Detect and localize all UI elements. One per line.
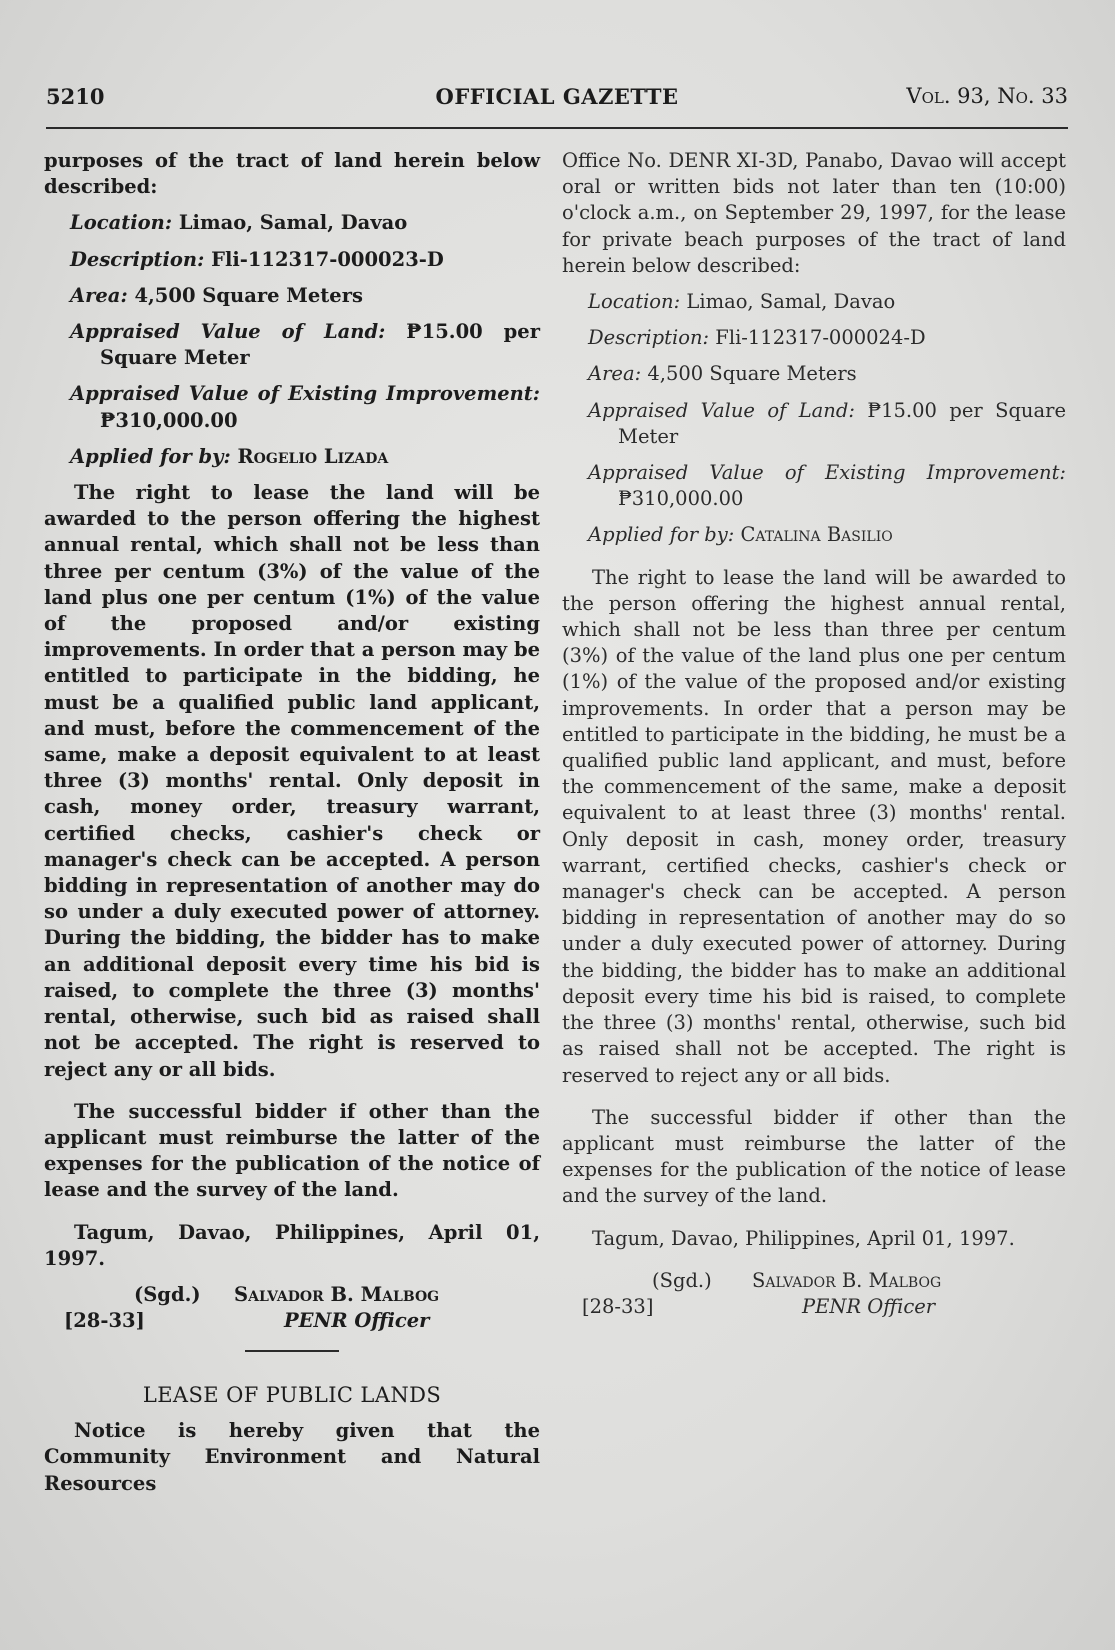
left-land-value (44, 319, 540, 371)
location-key: Location: (70, 211, 173, 235)
left-applicant (44, 444, 540, 470)
area-value: 4,500 Square Meters (647, 362, 857, 386)
description-value: Fli-112317-000023-D (211, 247, 444, 271)
left-lead-text: purposes of the tract of land herein below described: (44, 149, 540, 199)
location-key: Location: (588, 290, 681, 314)
left-area (44, 283, 540, 309)
volume-info: Vol. 93, No. 33 (906, 84, 1068, 108)
right-area (562, 361, 1066, 387)
left-place-date: Tagum, Davao, Philippines, April 01, 1997. (44, 1220, 540, 1270)
right-signature-block (562, 1268, 1066, 1326)
right-terms-paragraph: The right to lease the land will be awarded to the person offering the highest annual rental, which shall not be less than three per centum (3%) of the value of the land plus one per centum (1%) of the value of the proposed and/or existing improvements. In order that a person may be entitled to participate in the bidding, he must be a qualified public land applicant, and must, before the commencement of the same, make a deposit equivalent to at least three (3) months' rental. Only deposit in cash, money order, treasury warrant, certified checks, cashier's check or manager's check can be accepted. A person bidding in representation of another may do so under a duly executed power of attorney. During the bidding, the bidder has to make an additional deposit every time his bid is raised, to complete the three (3) months' rental, otherwise, such bid as raised shall not be accepted. The right is reserved to reject any or all bids. (562, 565, 1066, 1087)
right-description (562, 325, 1066, 351)
section-divider (245, 1350, 339, 1352)
land-value-key: Appraised Value of Land: (70, 320, 386, 344)
applicant-name: Catalina Basilio (740, 523, 893, 547)
left-reimburse-paragraph: The successful bidder if other than the applicant must reimburse the latter of the expenses for the publication of the notice of lease and the survey of the land. (44, 1099, 540, 1202)
land-value-value: ₱15.00 per Square Meter (100, 320, 540, 370)
land-value-value: ₱15.00 per Square Meter (618, 398, 1066, 448)
right-location (562, 289, 1066, 315)
header-rule (46, 127, 1068, 129)
improvement-key: Appraised Value of Existing Improvement: (70, 382, 540, 406)
applied-key: Applied for by: (70, 444, 231, 468)
sgd-mark: (Sgd.) (134, 1282, 201, 1306)
right-applicant (562, 522, 1066, 548)
land-value-key: Appraised Value of Land: (588, 398, 855, 422)
issue-reference: [28-33] (582, 1294, 654, 1318)
right-land-value (562, 398, 1066, 450)
description-value: Fli-112317-000024-D (715, 326, 926, 350)
right-improvement-value (562, 460, 1066, 512)
left-column (44, 148, 540, 1497)
area-key: Area: (588, 362, 642, 386)
area-key: Area: (70, 283, 128, 307)
page-header (46, 84, 1068, 120)
location-value: Limao, Samal, Davao (178, 211, 408, 235)
signer-name: Salvador B. Malbog (234, 1282, 440, 1306)
improvement-key: Appraised Value of Existing Improvement: (588, 461, 1066, 485)
improvement-value: ₱310,000.00 (618, 487, 744, 511)
signer-office: PENR Officer (284, 1308, 430, 1332)
location-value: Limao, Samal, Davao (686, 290, 896, 314)
page-number: 5210 (46, 84, 105, 109)
right-reimburse-paragraph: The successful bidder if other than the applicant must reimburse the latter of the expenses for the publication of the notice of lease and the survey of the land. (562, 1105, 1066, 1208)
left-location (44, 210, 540, 236)
applied-key: Applied for by: (588, 523, 735, 547)
area-value: 4,500 Square Meters (134, 283, 363, 307)
left-description (44, 247, 540, 273)
signer-office: PENR Officer (802, 1294, 936, 1318)
left-notice-text: Notice is hereby given that the Community Environment and Natural Resources (44, 1419, 540, 1495)
section-title: LEASE OF PUBLIC LANDS (142, 1382, 442, 1407)
improvement-value: ₱310,000.00 (100, 408, 238, 432)
left-terms-paragraph: The right to lease the land will be awarded to the person offering the highest annual rental, which shall not be less than three per centum (3%) of the value of the land plus one per centum (1%) of the value of the proposed and/or existing improvements. In order that a person may be entitled to participate in the bidding, he must be a qualified public land applicant, and must, before the commencement of the same, make a deposit equivalent to at least three (3) months' rental. Only deposit in cash, money order, treasury warrant, certified checks, cashier's check or manager's check can be accepted. A person bidding in representation of another may do so under a duly executed power of attorney. During the bidding, the bidder has to make an additional deposit every time his bid is raised, to complete the three (3) months' rental, otherwise, such bid as raised shall not be accepted. The right is reserved to reject any or all bids. (44, 481, 540, 1081)
sgd-mark: (Sgd.) (652, 1268, 712, 1292)
publication-title: OFFICIAL GAZETTE (435, 84, 679, 109)
issue-reference: [28-33] (64, 1308, 145, 1332)
description-key: Description: (588, 326, 710, 350)
right-column (562, 148, 1066, 1326)
signer-name: Salvador B. Malbog (752, 1268, 942, 1292)
right-place-date: Tagum, Davao, Philippines, April 01, 1997. (592, 1226, 1015, 1250)
left-improvement-value (44, 381, 540, 433)
right-lead-text: Office No. DENR XI-3D, Panabo, Davao will accept oral or written bids not later than ten (10:00) o'clock a.m., on September 29, 1997, for the lease for private beach purposes of the tract of land herein below described: (562, 149, 1066, 277)
applicant-name: Rogelio Lizada (237, 444, 389, 468)
left-signature-block (44, 1282, 540, 1340)
description-key: Description: (70, 247, 205, 271)
